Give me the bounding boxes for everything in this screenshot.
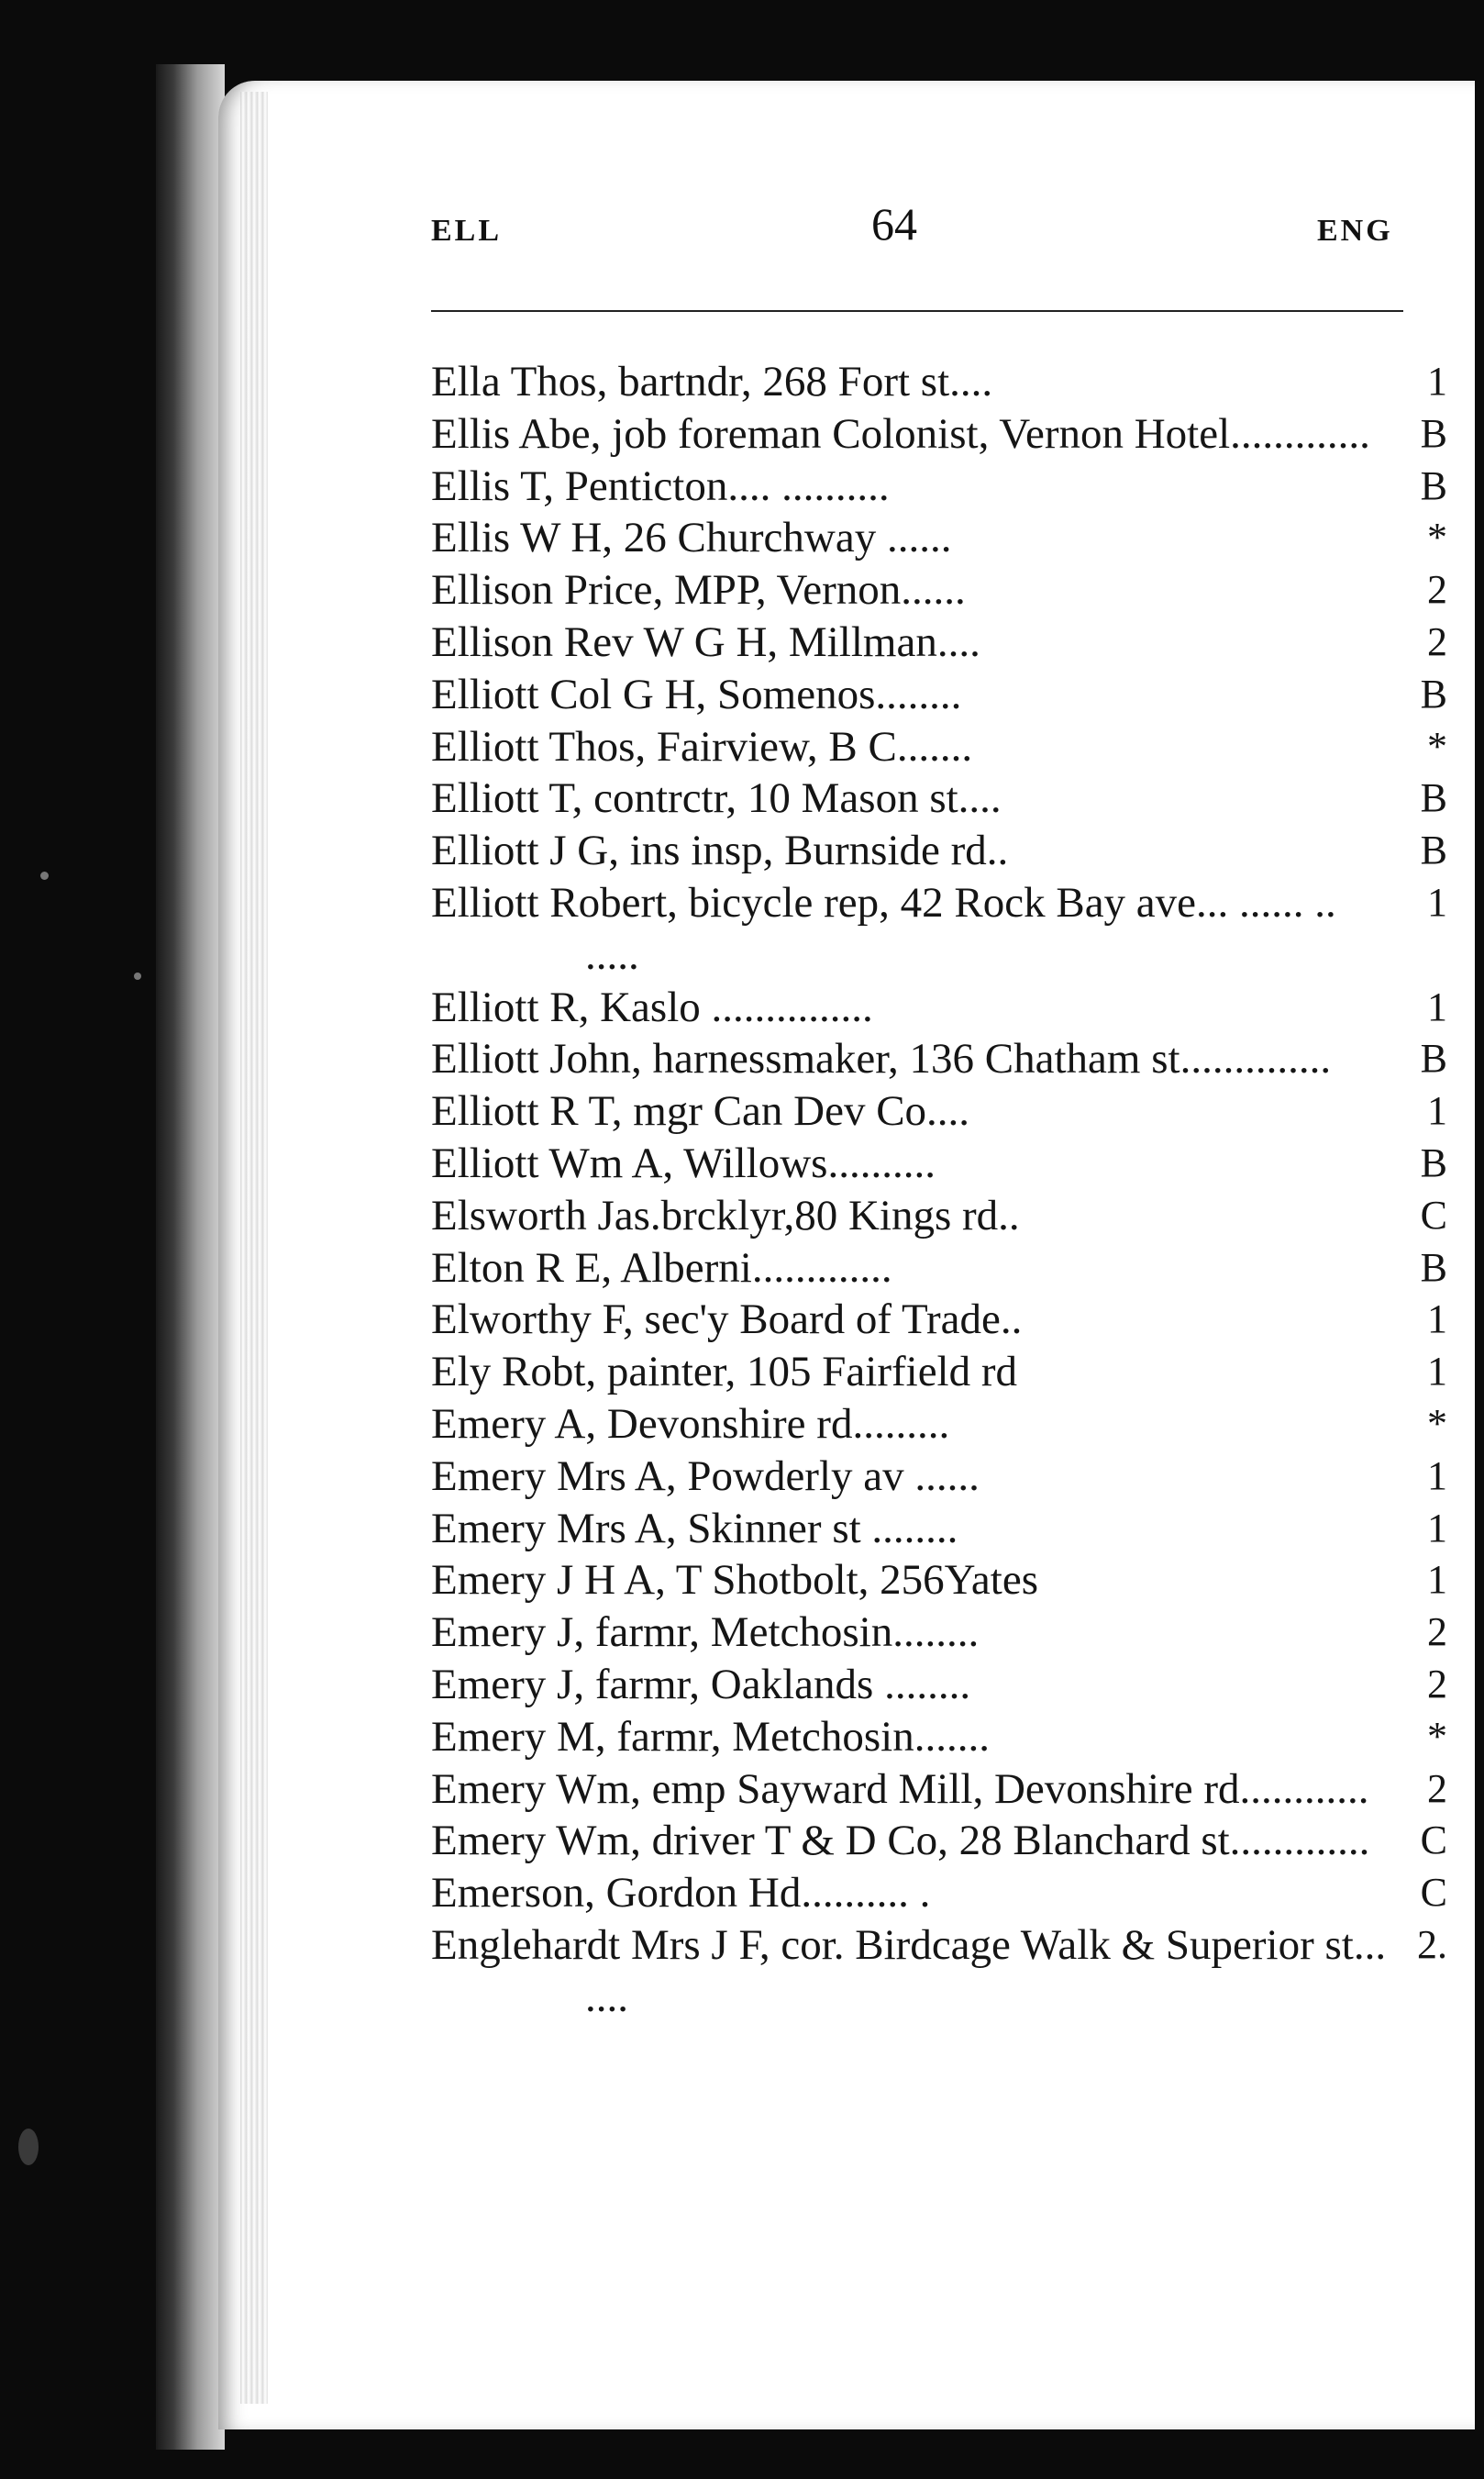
entry-text: Englehardt Mrs J F, cor. Birdcage Walk & Superior st... ....	[431, 1920, 1387, 2021]
entry-text: Ellison Rev W G H, Millman....	[431, 617, 980, 666]
entry-text: Ella Thos, bartndr, 268 Fort st....	[431, 358, 993, 406]
entry-text: Elliott R T, mgr Can Dev Co....	[431, 1087, 970, 1136]
directory-entry	[431, 1346, 1447, 1398]
entry-text: Emery J, farmr, Metchosin........	[431, 1608, 980, 1657]
entry-code: C	[1420, 1818, 1447, 1863]
entry-code: C	[1420, 1192, 1447, 1238]
directory-entry	[431, 1451, 1447, 1503]
directory-entry	[431, 408, 1447, 461]
entry-text: Elliott R, Kaslo ...............	[431, 983, 873, 1031]
entry-code: 2	[1427, 1609, 1447, 1655]
directory-entry	[431, 1554, 1447, 1606]
page-edge-stack	[240, 92, 268, 2404]
entry-text: Ely Robt, painter, 105 Fairfield rd	[431, 1348, 1018, 1396]
directory-entry	[431, 617, 1447, 669]
directory-entry	[431, 512, 1447, 564]
entry-code: 2	[1427, 567, 1447, 613]
directory-entry	[431, 1919, 1447, 2024]
directory-entry	[431, 564, 1447, 617]
entry-code: 1	[1427, 1088, 1447, 1134]
header-guide-word-left: ELL	[431, 214, 503, 248]
directory-entries	[431, 356, 1447, 2024]
entry-text: Ellison Price, MPP, Vernon......	[431, 566, 966, 615]
entry-text: Ellis W H, 26 Churchway ......	[431, 514, 952, 562]
entry-text: Elliott Wm A, Willows..........	[431, 1139, 936, 1187]
entry-code: 2	[1427, 1661, 1447, 1706]
entry-code: 1	[1427, 1296, 1447, 1342]
scan-speck	[134, 973, 141, 980]
entry-code: *	[1427, 1400, 1447, 1446]
directory-entry	[431, 721, 1447, 773]
entry-code: 1	[1427, 359, 1447, 404]
directory-entry	[431, 1242, 1447, 1295]
entry-text: Elton R E, Alberni.............	[431, 1243, 892, 1292]
book-binding-shadow	[156, 64, 225, 2450]
entry-code: *	[1427, 1713, 1447, 1759]
directory-entry	[431, 669, 1447, 721]
directory-entry	[431, 1085, 1447, 1138]
entry-code: 1	[1427, 984, 1447, 1029]
directory-entry	[431, 877, 1447, 982]
entry-text: Emery A, Devonshire rd.........	[431, 1399, 950, 1448]
entry-code: B	[1420, 1244, 1447, 1290]
entry-code: B	[1420, 671, 1447, 717]
entry-text: Emerson, Gordon Hd.......... .	[431, 1869, 931, 1918]
directory-entry	[431, 1606, 1447, 1659]
directory-entry	[431, 1398, 1447, 1451]
entry-code: B	[1420, 1036, 1447, 1082]
directory-entry	[431, 1815, 1447, 1867]
entry-code: 1	[1427, 1557, 1447, 1603]
entry-code: B	[1420, 828, 1447, 873]
header-rule	[431, 310, 1403, 312]
entry-text: Elliott Robert, bicycle rep, 42 Rock Bay ave... ...... .. .....	[431, 878, 1336, 979]
directory-entry	[431, 1190, 1447, 1242]
entry-text: Ellis T, Penticton.... ..........	[431, 461, 890, 510]
directory-entry	[431, 1763, 1447, 1816]
entry-text: Elworthy F, sec'y Board of Trade..	[431, 1295, 1023, 1344]
directory-entry	[431, 356, 1447, 408]
scan-speck	[40, 872, 49, 880]
entry-code: 2	[1427, 1765, 1447, 1811]
entry-text: Elliott Col G H, Somenos........	[431, 670, 962, 718]
directory-entry	[431, 1867, 1447, 1919]
directory-entry	[431, 982, 1447, 1034]
entry-text: Emery J, farmr, Oaklands ........	[431, 1660, 971, 1708]
entry-text: Elliott J G, ins insp, Burnside rd..	[431, 827, 1009, 875]
entry-code: B	[1420, 462, 1447, 508]
entry-text: Emery Wm, driver T & D Co, 28 Blanchard st.............	[431, 1817, 1370, 1865]
directory-entry	[431, 773, 1447, 825]
directory-entry	[431, 1033, 1447, 1085]
directory-entry	[431, 1711, 1447, 1763]
page-number: 64	[871, 198, 917, 250]
entry-code: 2	[1427, 618, 1447, 664]
directory-entry	[431, 1294, 1447, 1346]
directory-entry	[431, 825, 1447, 877]
directory-entry	[431, 1659, 1447, 1711]
entry-code: 1	[1427, 1349, 1447, 1395]
entry-code: B	[1420, 1139, 1447, 1185]
directory-entry	[431, 461, 1447, 513]
entry-text: Emery Mrs A, Powderly av ......	[431, 1451, 980, 1500]
entry-code: 1	[1427, 1505, 1447, 1551]
entry-code: B	[1420, 775, 1447, 821]
entry-text: Ellis Abe, job foreman Colonist, Vernon Hotel.............	[431, 409, 1370, 458]
entry-code: *	[1427, 723, 1447, 769]
directory-entry	[431, 1138, 1447, 1190]
scan-speck	[18, 2129, 39, 2165]
entry-text: Emery Mrs A, Skinner st ........	[431, 1504, 958, 1552]
entry-code: 2.	[1417, 1921, 1447, 1967]
entry-code: *	[1427, 515, 1447, 561]
entry-text: Elliott T, contrctr, 10 Mason st....	[431, 774, 1002, 823]
entry-text: Elliott John, harnessmaker, 136 Chatham st..............	[431, 1035, 1332, 1084]
entry-code: B	[1420, 410, 1447, 456]
entry-text: Elliott Thos, Fairview, B C.......	[431, 722, 973, 771]
running-header	[0, 197, 1484, 252]
entry-text: Elsworth Jas.brcklyr,80 Kings rd..	[431, 1191, 1020, 1240]
header-guide-word-right: ENG	[1317, 214, 1393, 248]
entry-code: C	[1420, 1870, 1447, 1916]
entry-text: Emery M, farmr, Metchosin.......	[431, 1712, 990, 1761]
entry-code: 1	[1427, 1452, 1447, 1498]
entry-code: 1	[1427, 879, 1447, 925]
entry-text: Emery Wm, emp Sayward Mill, Devonshire rd............	[431, 1764, 1369, 1813]
entry-text: Emery J H A, T Shotbolt, 256Yates	[431, 1556, 1038, 1605]
directory-entry	[431, 1503, 1447, 1555]
